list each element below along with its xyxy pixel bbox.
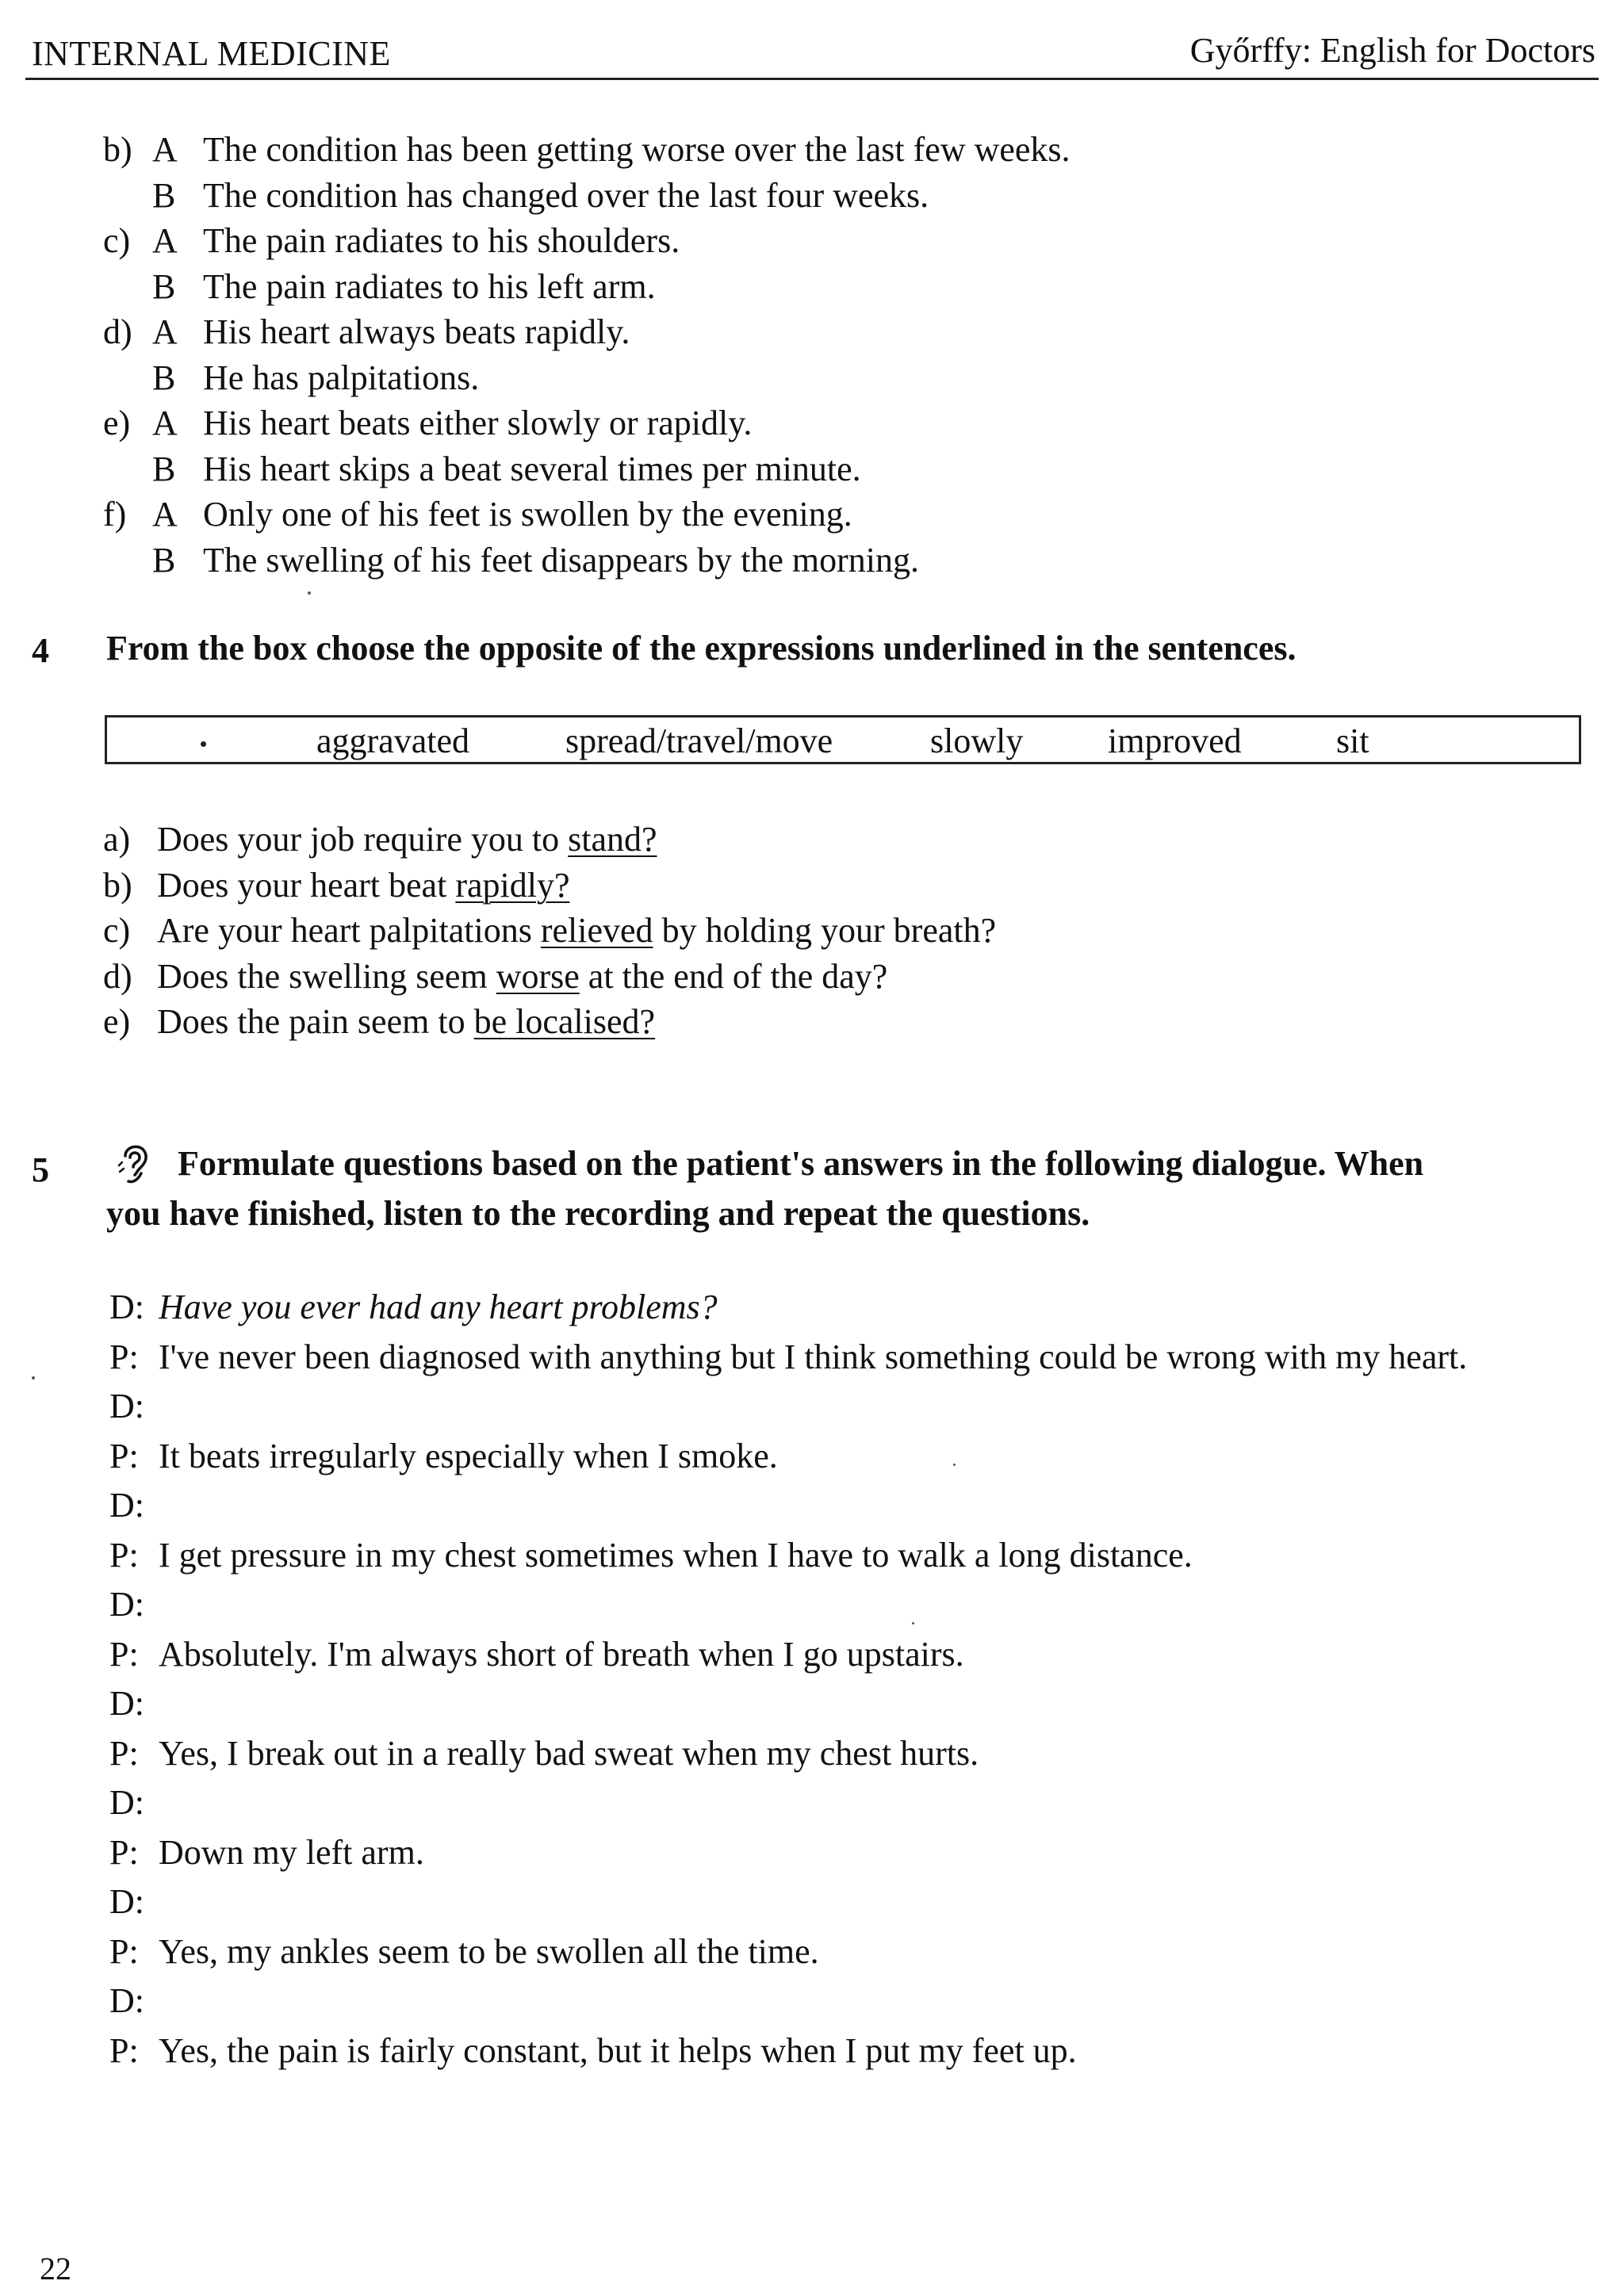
item-label: f) <box>103 495 127 534</box>
dialogue-line <box>109 1877 1600 1927</box>
question-text: Are your heart palpitations relieved by holding your breath? <box>157 911 997 950</box>
exercise-5-instruction-line-2: you have finished, listen to the recording and repeat the questions. <box>106 1194 1090 1233</box>
speaker-label: P: <box>109 1535 139 1575</box>
dialogue-line <box>109 1580 1600 1630</box>
question-text: Does the pain seem to be localised? <box>157 1002 656 1041</box>
word-box <box>105 715 1581 764</box>
dialogue-text: Down my left arm. <box>159 1832 424 1872</box>
speaker-label: D: <box>109 1783 144 1822</box>
speaker-label: P: <box>109 2030 139 2070</box>
question-text: Does your heart beat rapidly? <box>157 865 570 905</box>
item-text: The condition has changed over the last four weeks. <box>203 175 929 215</box>
dialogue-line <box>109 1729 1600 1779</box>
question-item <box>103 908 1530 954</box>
scan-speck <box>32 1376 35 1380</box>
speaker-label: P: <box>109 1634 139 1674</box>
dialogue-line <box>109 1778 1600 1828</box>
option-letter: A <box>152 495 178 534</box>
speaker-label: P: <box>109 1832 139 1872</box>
dialogue-text: I've never been diagnosed with anything but I think something could be wrong with my heart. <box>159 1337 1468 1376</box>
speaker-label: D: <box>109 1486 144 1525</box>
item-text: The pain radiates to his shoulders. <box>203 221 680 260</box>
option-letter: B <box>152 266 176 306</box>
dialogue-text: Absolutely. I'm always short of breath when I go upstairs. <box>159 1634 964 1674</box>
list-item <box>103 127 1530 173</box>
item-label: d) <box>103 312 132 351</box>
underlined-expression: rapidly? <box>455 865 570 905</box>
dialogue-text: It beats irregularly especially when I smoke. <box>159 1436 778 1475</box>
underlined-expression: worse <box>496 956 580 996</box>
option-letter: B <box>152 540 176 580</box>
option-letter: B <box>152 358 176 397</box>
list-item <box>103 400 1530 446</box>
page-header <box>25 30 1599 80</box>
scan-speck <box>953 1464 956 1466</box>
speaker-label: P: <box>109 1337 139 1376</box>
scan-speck <box>912 1622 914 1624</box>
speaker-label: D: <box>109 1585 144 1624</box>
item-text: The swelling of his feet disappears by the morning. <box>203 540 920 580</box>
item-text: His heart beats either slowly or rapidly. <box>203 404 753 442</box>
dialogue-line <box>109 1333 1600 1383</box>
option-letter: B <box>152 175 176 215</box>
chapter-title: INTERNAL MEDICINE <box>32 34 391 73</box>
list-item <box>103 264 1530 310</box>
speaker-label: D: <box>109 1684 144 1723</box>
list-item <box>103 492 1530 538</box>
item-text: His heart skips a beat several times per minute. <box>203 449 861 488</box>
box-word: aggravated <box>316 721 469 760</box>
dialogue-line <box>109 1630 1600 1680</box>
item-label: b) <box>103 130 132 169</box>
exercise-5-number: 5 <box>32 1150 49 1189</box>
dialogue-line <box>109 2026 1600 2076</box>
exercise-5-instruction-line-1: Formulate questions based on the patient's answers in the following dialogue. When <box>178 1144 1424 1183</box>
dialogue-line <box>109 1828 1600 1878</box>
speaker-label: D: <box>109 1882 144 1921</box>
dialogue-line <box>109 1679 1600 1729</box>
item-text: His heart always beats rapidly. <box>203 312 630 351</box>
ear-listening-icon <box>117 1142 152 1186</box>
dialogue-text: Yes, I break out in a really bad sweat when my chest hurts. <box>159 1733 979 1773</box>
dialogue-line <box>109 1976 1600 2026</box>
option-letter: A <box>152 130 178 169</box>
exercise-4-instruction: From the box choose the opposite of the expressions underlined in the sentences. <box>106 629 1297 668</box>
item-text: Only one of his feet is swollen by the evening. <box>203 495 852 534</box>
list-item <box>103 355 1530 401</box>
exercise-4-number: 4 <box>32 631 49 670</box>
item-text: The condition has been getting worse over the last few weeks. <box>203 130 1071 169</box>
dialogue-text: Yes, the pain is fairly constant, but it helps when I put my feet up. <box>159 2030 1077 2070</box>
list-item <box>103 538 1530 584</box>
list-item <box>103 446 1530 492</box>
question-text: Does the swelling seem worse at the end of the day? <box>157 956 888 996</box>
box-word: improved <box>1108 721 1242 760</box>
list-item <box>103 309 1530 355</box>
box-word: slowly <box>930 721 1024 760</box>
question-item <box>103 999 1530 1045</box>
box-word: sit <box>1336 721 1369 760</box>
speaker-label: P: <box>109 1931 139 1971</box>
item-text: He has palpitations. <box>203 358 480 397</box>
option-letter: A <box>152 404 178 442</box>
dialogue-text: Have you ever had any heart problems? <box>159 1288 718 1326</box>
list-item <box>103 173 1530 219</box>
dialogue-text: I get pressure in my chest sometimes when I have to walk a long distance. <box>159 1535 1193 1575</box>
option-letter: A <box>152 221 178 260</box>
item-label: c) <box>103 221 131 260</box>
ink-dot <box>201 741 206 747</box>
speaker-label: P: <box>109 1436 139 1475</box>
dialogue-line <box>109 1382 1600 1432</box>
item-label: e) <box>103 404 131 442</box>
dialogue-line <box>109 1432 1600 1482</box>
question-text: Does your job require you to stand? <box>157 820 657 859</box>
speaker-label: D: <box>109 1387 144 1425</box>
underlined-expression: stand? <box>568 820 657 859</box>
question-label: a) <box>103 820 131 859</box>
speaker-label: D: <box>109 1288 144 1326</box>
item-text: The pain radiates to his left arm. <box>203 266 656 306</box>
dialogue-line <box>109 1927 1600 1977</box>
speaker-label: D: <box>109 1981 144 2020</box>
option-letter: B <box>152 449 176 488</box>
dialogue-line <box>109 1283 1600 1333</box>
list-item <box>103 218 1530 264</box>
question-label: b) <box>103 865 132 905</box>
dialogue-line <box>109 1531 1600 1581</box>
question-item <box>103 954 1530 1000</box>
speaker-label: P: <box>109 1733 139 1773</box>
page-number: 22 <box>40 2251 71 2286</box>
question-label: c) <box>103 911 131 950</box>
question-item <box>103 817 1530 863</box>
scan-speck <box>308 591 311 595</box>
dialogue-text: Yes, my ankles seem to be swollen all the time. <box>159 1931 819 1971</box>
question-label: d) <box>103 956 132 996</box>
question-item <box>103 863 1530 909</box>
exercise-4-questions <box>103 817 1530 1045</box>
dialogue-line <box>109 1481 1600 1531</box>
exercise-3-items <box>103 127 1530 583</box>
book-title: Győrffy: English for Doctors <box>1189 31 1595 70</box>
question-label: e) <box>103 1002 131 1041</box>
dialogue <box>109 1283 1600 2076</box>
underlined-expression: relieved <box>540 911 653 950</box>
option-letter: A <box>152 312 178 351</box>
underlined-expression: be localised? <box>473 1002 656 1041</box>
box-word: spread/travel/move <box>565 721 833 760</box>
